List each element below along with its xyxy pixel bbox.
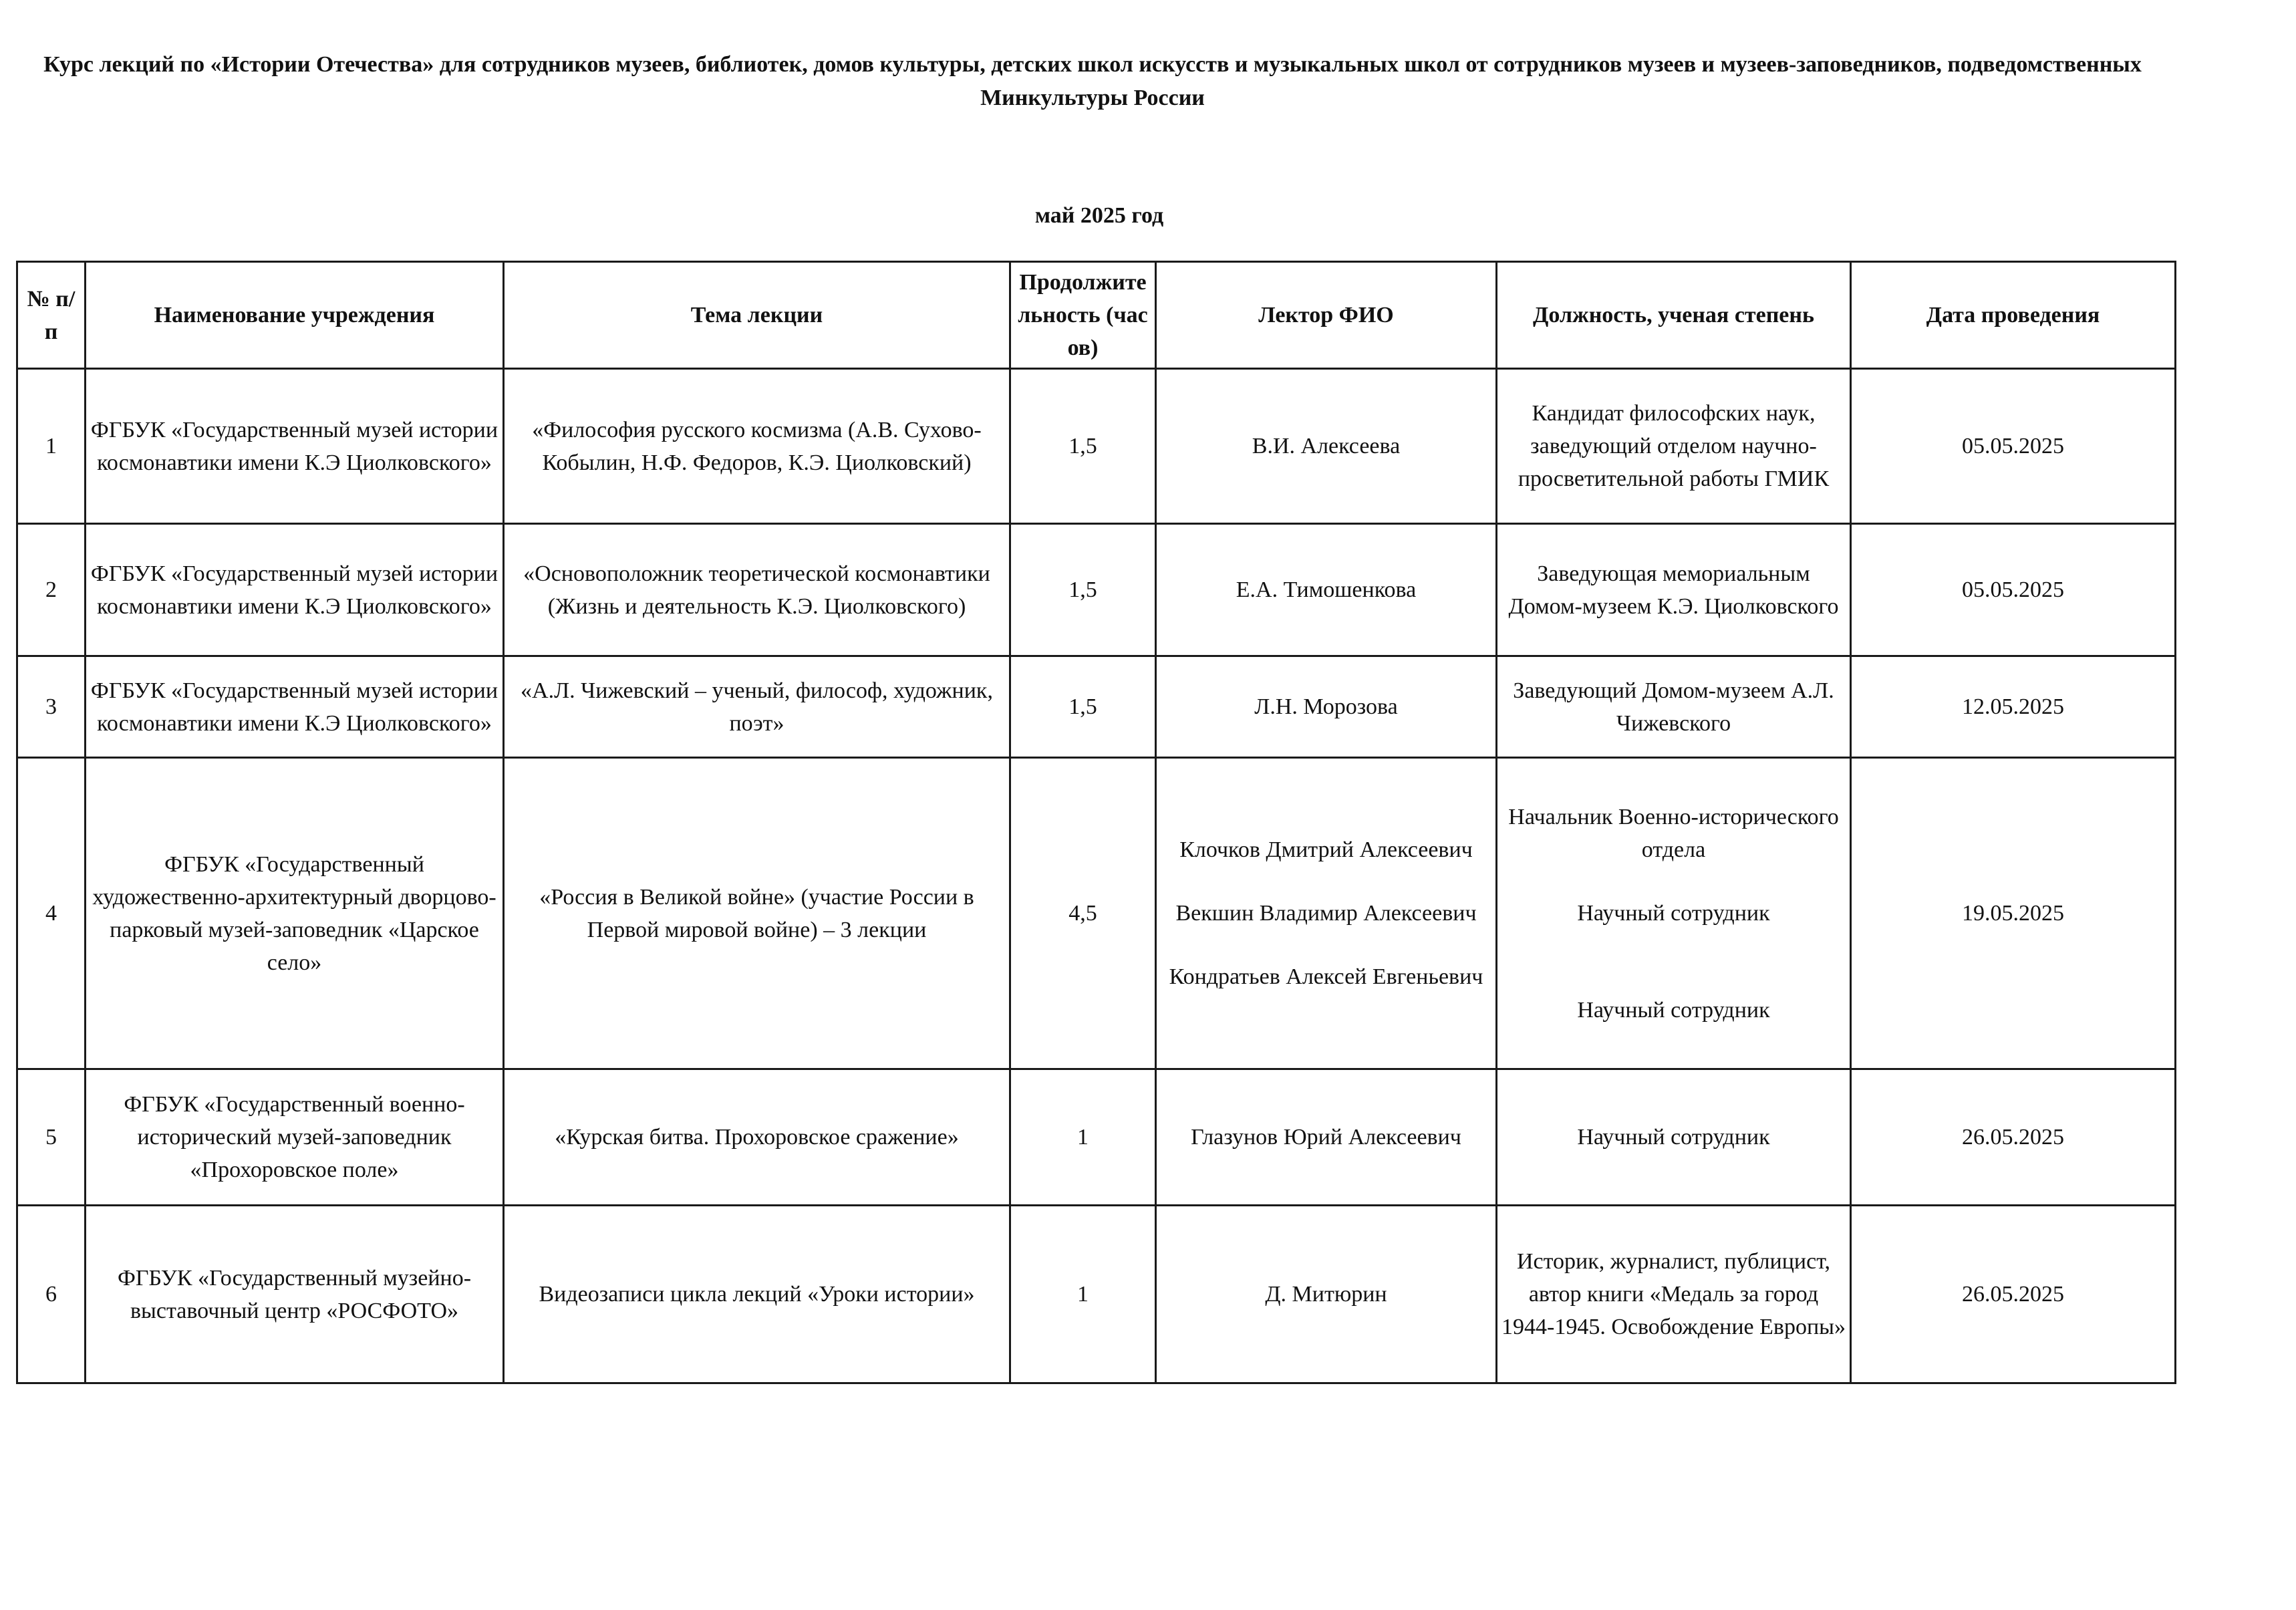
row-duration: 1 <box>1010 1206 1156 1383</box>
header-position: Должность, ученая степень <box>1497 262 1851 369</box>
row-institution: ФГБУК «Государственный художественно-архитектурный дворцово-парковый музей-заповедник «Царское село» <box>86 758 504 1069</box>
table-row <box>17 758 2176 1069</box>
row-lecturer: Л.Н. Морозова <box>1156 656 1497 758</box>
row-institution: ФГБУК «Государственный военно-исторический музей-заповедник «Прохоровское поле» <box>86 1069 504 1206</box>
row-institution: ФГБУК «Государственный музей истории космонавтики имени К.Э Циолковского» <box>86 656 504 758</box>
row-lecturer: Д. Митюрин <box>1156 1206 1497 1383</box>
lecturer-position: Научный сотрудник <box>1577 900 1770 926</box>
row-topic: «Основоположник теоретической космонавтики (Жизнь и деятельность К.Э. Циолковского) <box>504 524 1010 656</box>
lecturer-name: Векшин Владимир Алексеевич <box>1175 901 1477 926</box>
row-date: 26.05.2025 <box>1851 1069 2176 1206</box>
lecturer-position: Научный сотрудник <box>1577 997 1770 1023</box>
row-num: 1 <box>17 369 86 524</box>
row-institution: ФГБУК «Государственный музей истории космонавтики имени К.Э Циолковского» <box>86 369 504 524</box>
row-lecturers <box>1156 758 1497 1069</box>
header-institution: Наименование учреждения <box>86 262 504 369</box>
row-position: Кандидат философских наук, заведующий отделом научно-просветительной работы ГМИК <box>1497 369 1851 524</box>
header-duration: Продолжительность (часов) <box>1010 262 1156 369</box>
row-num: 3 <box>17 656 86 758</box>
table-row <box>17 1206 2176 1383</box>
table-row <box>17 369 2176 524</box>
row-topic: Видеозаписи цикла лекций «Уроки истории» <box>504 1206 1010 1383</box>
row-num: 4 <box>17 758 86 1069</box>
row-num: 2 <box>17 524 86 656</box>
row-date: 26.05.2025 <box>1851 1206 2176 1383</box>
row-topic: «Курская битва. Прохоровское сражение» <box>504 1069 1010 1206</box>
row-position: Историк, журналист, публицист, автор книги «Медаль за город 1944-1945. Освобождение Европы» <box>1497 1206 1851 1383</box>
row-date: 19.05.2025 <box>1851 758 2176 1069</box>
row-topic: «Россия в Великой войне» (участие России в Первой мировой войне) – 3 лекции <box>504 758 1010 1069</box>
table-row <box>17 656 2176 758</box>
page-title: Курс лекций по «Истории Отечества» для сотрудников музеев, библиотек, домов культуры, детских школ искусств и музыкальных школ от сотрудников музеев и музеев-заповедников, подведомственных Минкультуры России <box>43 52 2142 110</box>
row-duration: 4,5 <box>1010 758 1156 1069</box>
lecturer-position: Начальник Военно-исторического отдела <box>1508 804 1839 862</box>
row-duration: 1,5 <box>1010 524 1156 656</box>
row-position: Научный сотрудник <box>1497 1069 1851 1206</box>
table-row <box>17 1069 2176 1206</box>
header-topic: Тема лекции <box>504 262 1010 369</box>
row-institution: ФГБУК «Государственный музей истории космонавтики имени К.Э Циолковского» <box>86 524 504 656</box>
row-positions <box>1497 758 1851 1069</box>
row-topic: «Философия русского космизма (А.В. Сухово-Кобылин, Н.Ф. Федоров, К.Э. Циолковский) <box>504 369 1010 524</box>
row-num: 6 <box>17 1206 86 1383</box>
table-row <box>17 524 2176 656</box>
page-subtitle: май 2025 год <box>1034 203 1164 228</box>
header-lecturer: Лектор ФИО <box>1156 262 1497 369</box>
row-lecturer: В.И. Алексеева <box>1156 369 1497 524</box>
row-date: 05.05.2025 <box>1851 369 2176 524</box>
header-num: № п/п <box>17 262 86 369</box>
row-duration: 1,5 <box>1010 369 1156 524</box>
row-topic: «А.Л. Чижевский – ученый, философ, художник, поэт» <box>504 656 1010 758</box>
table-header-row <box>17 262 2176 369</box>
row-duration: 1,5 <box>1010 656 1156 758</box>
row-date: 05.05.2025 <box>1851 524 2176 656</box>
row-num: 5 <box>17 1069 86 1206</box>
row-lecturer: Е.А. Тимошенкова <box>1156 524 1497 656</box>
lecture-schedule-table <box>16 261 2176 1384</box>
header-date: Дата проведения <box>1851 262 2176 369</box>
row-date: 12.05.2025 <box>1851 656 2176 758</box>
row-institution: ФГБУК «Государственный музейно-выставочный центр «РОСФОТО» <box>86 1206 504 1383</box>
row-position: Заведующая мемориальным Домом-музеем К.Э. Циолковского <box>1497 524 1851 656</box>
row-position: Заведующий Домом-музеем А.Л. Чижевского <box>1497 656 1851 758</box>
row-lecturer: Глазунов Юрий Алексеевич <box>1156 1069 1497 1206</box>
row-duration: 1 <box>1010 1069 1156 1206</box>
lecturer-name: Клочков Дмитрий Алексеевич <box>1179 837 1473 862</box>
lecturer-name: Кондратьев Алексей Евгеньевич <box>1169 964 1483 989</box>
